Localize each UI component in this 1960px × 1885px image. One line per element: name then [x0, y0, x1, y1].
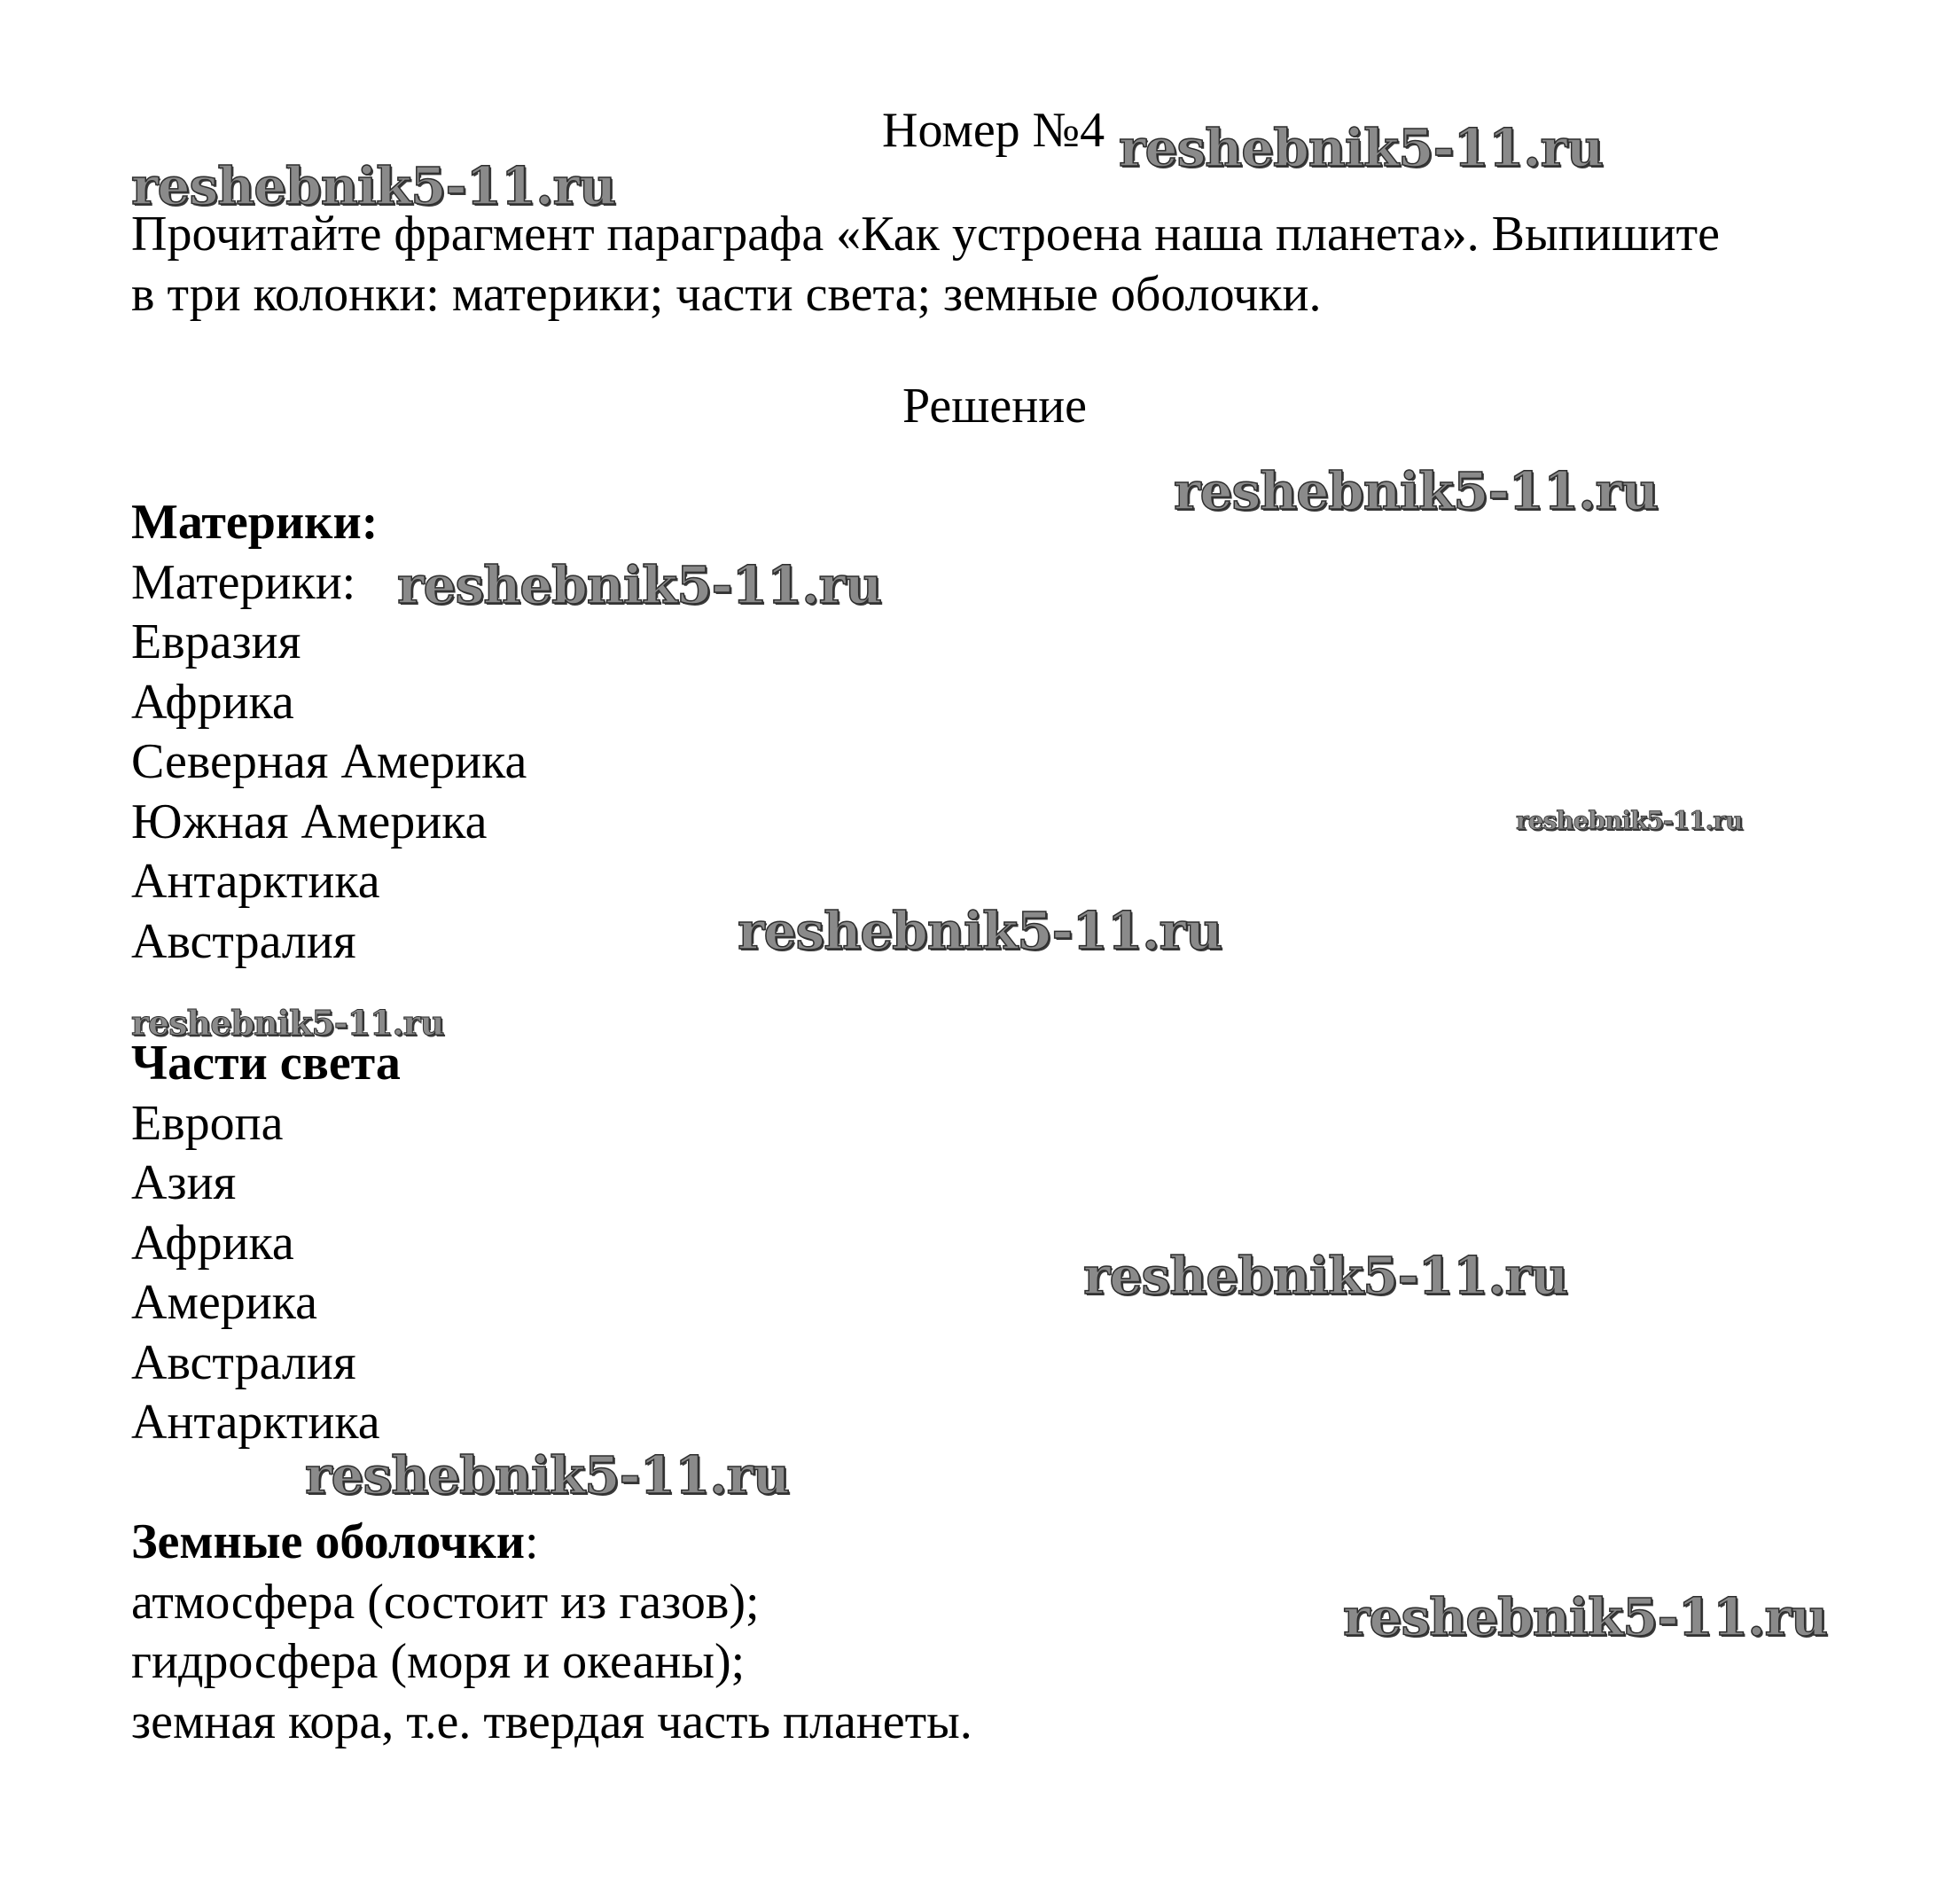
- watermark: reshebnik5-11.ru: [1083, 1246, 1568, 1306]
- parts-of-world-heading: Части света: [131, 1036, 401, 1091]
- continent-item: Австралия: [131, 913, 356, 969]
- earth-shell-item: атмосфера (состоит из газов);: [131, 1574, 760, 1630]
- part-of-world-item: Антарктика: [131, 1395, 380, 1450]
- watermark: reshebnik5-11.ru: [1174, 461, 1659, 521]
- watermark: reshebnik5-11.ru: [1343, 1587, 1828, 1647]
- part-of-world-item: Австралия: [131, 1334, 356, 1390]
- watermark: reshebnik5-11.ru: [131, 156, 616, 216]
- continents-heading: Материки:: [131, 495, 379, 550]
- part-of-world-item: Азия: [131, 1155, 237, 1210]
- solution-heading: Решение: [902, 379, 1088, 434]
- task-line: Прочитайте фрагмент параграфа «Как устроена наша планета». Выпишите: [131, 207, 1720, 262]
- earth-shell-item: земная кора, т.е. твердая часть планеты.: [131, 1693, 972, 1749]
- parts-of-world-section: [131, 1034, 401, 1453]
- part-of-world-item: Америка: [131, 1275, 317, 1330]
- continent-item: Евразия: [131, 614, 301, 669]
- continent-item: Материки:: [131, 554, 356, 610]
- page-title: Номер №4: [882, 103, 1105, 158]
- continent-item: Северная Америка: [131, 734, 527, 789]
- earth-shells-section: [131, 1513, 972, 1752]
- watermark: reshebnik5-11.ru: [1119, 118, 1604, 178]
- task-line: в три колонки: материки; части света; земные оболочки.: [131, 267, 1322, 322]
- continent-item: Антарктика: [131, 854, 380, 909]
- earth-shells-heading: [131, 1513, 972, 1573]
- watermark: reshebnik5-11.ru: [738, 901, 1222, 961]
- watermark: reshebnik5-11.ru: [397, 555, 882, 615]
- watermark: reshebnik5-11.ru: [131, 1003, 444, 1043]
- watermark: reshebnik5-11.ru: [1516, 806, 1743, 835]
- earth-shells-heading-text: Земные оболочки: [131, 1514, 526, 1569]
- part-of-world-item: Европа: [131, 1095, 284, 1151]
- earth-shell-item: гидросфера (моря и океаны);: [131, 1634, 746, 1689]
- earth-shells-heading-colon: :: [525, 1514, 539, 1569]
- continent-item: Африка: [131, 674, 294, 730]
- continent-item: Южная Америка: [131, 794, 488, 849]
- task-text: [131, 204, 1860, 325]
- part-of-world-item: Африка: [131, 1215, 294, 1271]
- watermark: reshebnik5-11.ru: [305, 1445, 790, 1506]
